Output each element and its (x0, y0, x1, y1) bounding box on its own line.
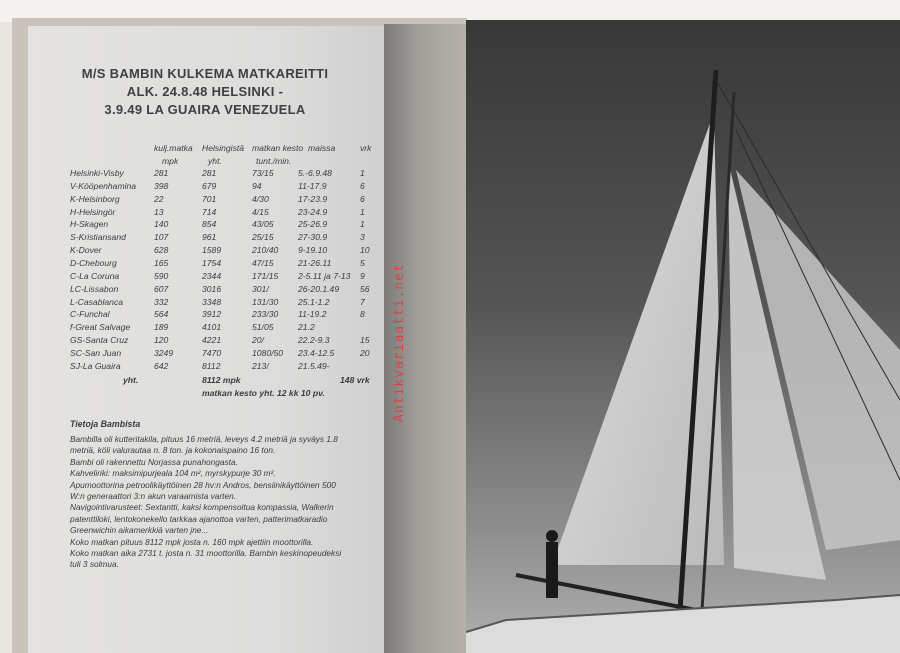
cell-route-leg: L-Casablanca (70, 296, 124, 307)
cell-total-distance: 4221 (202, 335, 222, 346)
cell-total-distance: 1589 (202, 245, 222, 256)
cell-total-distance: 2344 (202, 270, 222, 281)
total-duration: matkan kesto yht. 12 kk 10 pv. (202, 388, 325, 398)
cell-route-leg: SC-San Juan (70, 347, 122, 358)
cell-duration: 43/05 (252, 219, 274, 230)
cell-total-distance: 701 (202, 193, 217, 204)
cell-route-leg: K-Helsinborg (70, 193, 120, 204)
cell-distance: 642 (154, 360, 169, 371)
header-ashore: maissa (308, 143, 336, 153)
cell-days: 3 (360, 232, 365, 243)
subheader-total: yht. (208, 156, 222, 166)
cell-distance: 189 (154, 322, 169, 333)
cell-days: 9 (360, 270, 365, 281)
cell-days: 15 (360, 335, 370, 346)
cell-total-distance: 714 (202, 206, 217, 217)
cell-duration: 233/30 (252, 309, 279, 320)
cell-distance: 13 (154, 206, 164, 217)
cell-duration: 210/40 (252, 245, 279, 256)
cell-ashore-dates: 21.5.49- (298, 360, 330, 371)
cell-days: 1 (360, 206, 365, 217)
cell-duration: 47/15 (252, 257, 274, 268)
total-label: yht. (123, 375, 139, 385)
info-line: patenttiloki, lentokonekello tarkkaa ajanottoa varten, patterimatkaradio (70, 513, 328, 524)
cell-ashore-dates: 25.1-1.2 (298, 296, 330, 307)
sailor-head (546, 530, 558, 542)
page-title-line-2: ALK. 24.8.48 HELSINKI - (126, 84, 284, 99)
cell-duration: 51/05 (252, 322, 274, 333)
cell-days: 6 (360, 180, 365, 191)
cell-total-distance: 3348 (202, 296, 222, 307)
info-line: Kahveliriki: maksimipurjeala 104 m², myrskypurje 30 m². (70, 468, 276, 479)
total-days: 148 vrk (340, 375, 370, 385)
cell-duration: 4/15 (252, 206, 269, 217)
info-line: Koko matkan pituus 8112 mpk josta n. 160 mpk ajettiin moottorilla. (70, 536, 314, 547)
cell-distance: 3249 (154, 347, 174, 358)
cell-ashore-dates: 27-30.9 (298, 232, 328, 243)
cell-total-distance: 3912 (202, 309, 222, 320)
cell-total-distance: 854 (202, 219, 217, 230)
cell-ashore-dates: 21-26.11 (298, 257, 332, 268)
cell-route-leg: C-Funchal (70, 309, 110, 320)
sailor-figure (546, 542, 558, 598)
info-line: Greenwichin aikamerkkiä varten jne... (70, 525, 209, 536)
info-line: tuli 3 solmua. (70, 559, 119, 570)
cell-route-leg: LC-Lissabon (70, 283, 119, 294)
cell-ashore-dates: 23.4-12.5 (298, 347, 335, 358)
cell-total-distance: 3016 (202, 283, 222, 294)
cell-days: 1 (360, 219, 365, 230)
cell-ashore-dates: 26-20.1.49 (298, 283, 340, 294)
header-from-helsinki: Helsingistä (202, 143, 245, 153)
header-days: vrk (360, 143, 372, 153)
cell-ashore-dates: 5.-6.9.48 (298, 168, 332, 178)
cell-route-leg: f-Great Salvage (70, 322, 131, 333)
cell-total-distance: 961 (202, 232, 217, 243)
page-title-line-1: M/S BAMBIN KULKEMA MATKAREITTI (81, 66, 329, 81)
subheader-duration: tunt./min. (256, 156, 292, 166)
cell-distance: 120 (154, 335, 169, 346)
cell-route-leg: Helsinki-Visby (70, 168, 124, 178)
cell-ashore-dates: 11-17.9 (298, 180, 327, 191)
info-line: Navigointivarusteet: Sextantti, kaksi kompensoitua kompassia, Walkerin (70, 502, 334, 513)
cell-days: 6 (360, 193, 365, 204)
cell-distance: 165 (154, 257, 169, 268)
subheader-distance: mpk (162, 156, 179, 166)
watermark (392, 250, 416, 430)
cell-distance: 281 (154, 168, 169, 178)
sailboat-illustration (466, 20, 900, 653)
info-line: W:n generaattori 3:n akun varaamista varten. (70, 491, 237, 501)
cell-distance: 140 (154, 219, 169, 230)
cell-duration: 131/30 (252, 296, 279, 307)
total-distance: 8112 mpk (202, 375, 241, 385)
info-line: Apumoottorina petroolikäyttöinen 28 hv:n Andros, bensiinikäyttöinen 500 (70, 479, 336, 490)
cell-duration: 301/ (252, 283, 269, 294)
info-title: Tietoja Bambista (70, 419, 141, 429)
cell-route-leg: GS-Santa Cruz (70, 335, 129, 346)
cell-duration: 73/15 (252, 168, 274, 178)
cell-duration: 94 (252, 180, 262, 191)
cell-days: 20 (360, 347, 370, 358)
cell-route-leg: K-Dover (70, 245, 102, 256)
cell-route-leg: S-Kristiansand (70, 232, 126, 243)
watermark-text: Antikvariaatti.net (392, 263, 407, 422)
cell-total-distance: 281 (202, 168, 217, 178)
cell-total-distance: 4101 (202, 322, 222, 333)
cell-duration: 171/15 (252, 270, 279, 281)
page-title-line-3: 3.9.49 LA GUAIRA VENEZUELA (104, 102, 306, 117)
cell-total-distance: 679 (202, 180, 217, 191)
cell-route-leg: D-Chebourg (70, 257, 117, 268)
cell-duration: 25/15 (252, 232, 274, 243)
cell-days: 1 (360, 168, 365, 178)
cell-ashore-dates: 23-24.9 (298, 206, 328, 217)
info-line: metriä, köli valurautaa n. 8 ton. ja kokonaispaino 16 ton. (70, 445, 276, 456)
cell-distance: 590 (154, 270, 169, 281)
cell-duration: 1080/50 (252, 347, 284, 358)
cell-route-leg: H-Skagen (70, 219, 109, 230)
info-line: Koko matkan aika 2731 t. josta n. 31 moottorilla. Bambin keskinopeudeksi (70, 548, 342, 558)
cell-days: 10 (360, 245, 370, 256)
cell-ashore-dates: 21.2 (298, 322, 315, 333)
cell-distance: 564 (154, 309, 169, 320)
info-line: Bambi oli rakennettu Norjassa punahongasta. (70, 456, 238, 467)
header-duration: matkan kesto (252, 143, 304, 153)
cell-distance: 398 (154, 180, 169, 191)
cell-distance: 107 (154, 232, 169, 243)
cell-days: 8 (360, 309, 365, 320)
cell-ashore-dates: 25-26.9 (298, 219, 328, 230)
cell-duration: 20/ (252, 335, 264, 346)
cell-ashore-dates: 17-23.9 (298, 193, 328, 204)
cell-total-distance: 1754 (202, 257, 222, 268)
cell-total-distance: 8112 (202, 360, 221, 371)
cell-route-leg: V-Kööpenhamina (70, 180, 137, 191)
cell-route-leg: SJ-La Guaira (70, 360, 121, 371)
cell-ashore-dates: 2-5.11 ja 7-13 (298, 270, 351, 281)
sailboat-photo (466, 20, 900, 653)
cell-duration: 4/30 (252, 193, 269, 204)
cell-distance: 332 (154, 296, 169, 307)
cell-ashore-dates: 22.2-9.3 (298, 335, 330, 346)
cell-ashore-dates: 9-19.10 (298, 245, 328, 256)
info-line: Bambilla oli kutteritakila, pituus 16 metriä, leveys 4.2 metriä ja syväys 1.8 (70, 434, 338, 444)
cell-total-distance: 7470 (202, 347, 222, 358)
header-distance: kulj.matka (154, 143, 193, 153)
cell-days: 5 (360, 257, 365, 268)
cell-route-leg: C-La Coruna (70, 270, 120, 281)
cell-distance: 22 (154, 193, 164, 204)
cell-ashore-dates: 11-19.2 (298, 309, 327, 320)
cell-days: 56 (360, 283, 370, 294)
cell-route-leg: H-Helsingör (70, 206, 116, 217)
cell-distance: 628 (154, 245, 169, 256)
cell-distance: 607 (154, 283, 169, 294)
cell-days: 7 (360, 296, 365, 307)
cell-duration: 213/ (252, 360, 269, 371)
